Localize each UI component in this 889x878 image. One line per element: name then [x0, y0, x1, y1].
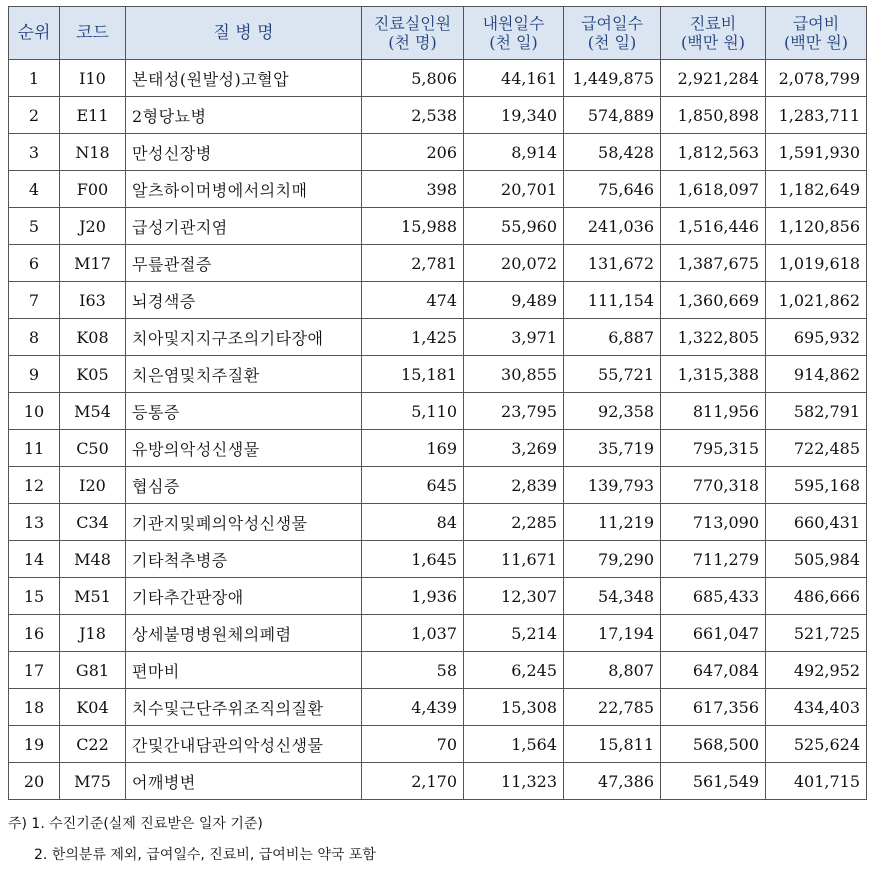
medical-cost-cell: 770,318: [661, 467, 766, 504]
rank-cell: 13: [9, 504, 60, 541]
patients-cell: 1,936: [362, 578, 464, 615]
disease-name-cell: 뇌경색증: [126, 282, 362, 319]
patients-cell: 15,181: [362, 356, 464, 393]
medical-cost-cell: 711,279: [661, 541, 766, 578]
medical-cost-cell: 2,921,284: [661, 60, 766, 97]
rank-cell: 3: [9, 134, 60, 171]
table-row: [9, 504, 867, 541]
benefit-cost-cell: 914,862: [766, 356, 867, 393]
medical-cost-cell: 685,433: [661, 578, 766, 615]
disease-name-cell: 기타척추병증: [126, 541, 362, 578]
benefit-days-cell: 92,358: [564, 393, 661, 430]
code-cell: J18: [60, 615, 126, 652]
patients-cell: 5,806: [362, 60, 464, 97]
hospital-days-cell: 8,914: [464, 134, 564, 171]
medical-cost-cell: 1,315,388: [661, 356, 766, 393]
benefit-cost-header-unit: (백만 원): [784, 33, 848, 52]
code-cell: C22: [60, 726, 126, 763]
header-row: [9, 7, 867, 60]
table-row: [9, 319, 867, 356]
hospital-days-cell: 12,307: [464, 578, 564, 615]
benefit-days-cell: 15,811: [564, 726, 661, 763]
patients-cell: 84: [362, 504, 464, 541]
medical-cost-cell: 713,090: [661, 504, 766, 541]
benefit-days-cell: 139,793: [564, 467, 661, 504]
hospital-days-cell: 11,671: [464, 541, 564, 578]
benefit-days-cell: 574,889: [564, 97, 661, 134]
rank-header: 순위: [9, 7, 60, 60]
disease-ranking-table: [8, 6, 867, 800]
patients-cell: 645: [362, 467, 464, 504]
table-row: [9, 430, 867, 467]
patients-cell: 206: [362, 134, 464, 171]
benefit-cost-cell: 722,485: [766, 430, 867, 467]
patients-header: [362, 7, 464, 60]
benefit-days-cell: 17,194: [564, 615, 661, 652]
benefit-days-cell: 111,154: [564, 282, 661, 319]
rank-cell: 6: [9, 245, 60, 282]
table-row: [9, 393, 867, 430]
medical-cost-header-label: 진료비: [689, 14, 737, 33]
medical-cost-cell: 568,500: [661, 726, 766, 763]
table-row: [9, 541, 867, 578]
code-cell: C50: [60, 430, 126, 467]
benefit-cost-cell: 595,168: [766, 467, 867, 504]
disease-name-cell: 등통증: [126, 393, 362, 430]
patients-header-label: 진료실인원: [373, 14, 452, 33]
patients-cell: 5,110: [362, 393, 464, 430]
medical-cost-cell: 1,850,898: [661, 97, 766, 134]
table-row: [9, 652, 867, 689]
benefit-days-cell: 79,290: [564, 541, 661, 578]
benefit-days-cell: 54,348: [564, 578, 661, 615]
benefit-cost-cell: 1,021,862: [766, 282, 867, 319]
table-row: [9, 208, 867, 245]
disease-name-cell: 상세불명병원체의폐렴: [126, 615, 362, 652]
table-row: [9, 134, 867, 171]
benefit-cost-cell: 582,791: [766, 393, 867, 430]
disease-name-cell: 만성신장병: [126, 134, 362, 171]
benefit-days-cell: 6,887: [564, 319, 661, 356]
benefit-cost-cell: 1,019,618: [766, 245, 867, 282]
medical-cost-cell: 795,315: [661, 430, 766, 467]
medical-cost-header-unit: (백만 원): [681, 33, 745, 52]
rank-cell: 7: [9, 282, 60, 319]
table-row: [9, 726, 867, 763]
disease-name-cell: 유방의악성신생물: [126, 430, 362, 467]
code-cell: M48: [60, 541, 126, 578]
table-row: [9, 356, 867, 393]
patients-cell: 2,781: [362, 245, 464, 282]
patients-cell: 1,037: [362, 615, 464, 652]
benefit-cost-header-label: 급여비: [792, 14, 840, 33]
table-row: [9, 282, 867, 319]
medical-cost-cell: 1,322,805: [661, 319, 766, 356]
disease-name-cell: 치아및지지구조의기타장애: [126, 319, 362, 356]
rank-cell: 11: [9, 430, 60, 467]
disease-name-cell: 간및간내담관의악성신생물: [126, 726, 362, 763]
patients-cell: 58: [362, 652, 464, 689]
benefit-days-cell: 58,428: [564, 134, 661, 171]
rank-cell: 9: [9, 356, 60, 393]
benefit-days-header: [564, 7, 661, 60]
code-cell: N18: [60, 134, 126, 171]
medical-cost-cell: 647,084: [661, 652, 766, 689]
hospital-days-cell: 5,214: [464, 615, 564, 652]
medical-cost-cell: 1,360,669: [661, 282, 766, 319]
rank-cell: 5: [9, 208, 60, 245]
medical-cost-cell: 617,356: [661, 689, 766, 726]
benefit-days-cell: 75,646: [564, 171, 661, 208]
benefit-days-cell: 1,449,875: [564, 60, 661, 97]
hospital-days-header-unit: (천 일): [489, 33, 538, 52]
rank-cell: 15: [9, 578, 60, 615]
hospital-days-cell: 6,245: [464, 652, 564, 689]
benefit-days-cell: 47,386: [564, 763, 661, 800]
benefit-cost-cell: 1,182,649: [766, 171, 867, 208]
hospital-days-cell: 2,839: [464, 467, 564, 504]
hospital-days-cell: 23,795: [464, 393, 564, 430]
code-cell: F00: [60, 171, 126, 208]
code-cell: I10: [60, 60, 126, 97]
benefit-days-header-label: 급여일수: [581, 14, 643, 33]
patients-cell: 15,988: [362, 208, 464, 245]
medical-cost-cell: 1,812,563: [661, 134, 766, 171]
hospital-days-cell: 19,340: [464, 97, 564, 134]
hospital-days-cell: 11,323: [464, 763, 564, 800]
rank-cell: 20: [9, 763, 60, 800]
benefit-days-cell: 22,785: [564, 689, 661, 726]
benefit-cost-cell: 695,932: [766, 319, 867, 356]
hospital-days-cell: 1,564: [464, 726, 564, 763]
rank-cell: 19: [9, 726, 60, 763]
hospital-days-cell: 55,960: [464, 208, 564, 245]
patients-cell: 1,425: [362, 319, 464, 356]
code-cell: M54: [60, 393, 126, 430]
disease-name-cell: 무릎관절증: [126, 245, 362, 282]
medical-cost-cell: 661,047: [661, 615, 766, 652]
benefit-cost-cell: 1,283,711: [766, 97, 867, 134]
disease-name-cell: 급성기관지염: [126, 208, 362, 245]
rank-cell: 8: [9, 319, 60, 356]
table-row: [9, 763, 867, 800]
medical-cost-cell: 1,516,446: [661, 208, 766, 245]
patients-header-unit: (천 명): [388, 33, 437, 52]
hospital-days-cell: 30,855: [464, 356, 564, 393]
disease-name-cell: 치수및근단주위조직의질환: [126, 689, 362, 726]
benefit-cost-cell: 1,591,930: [766, 134, 867, 171]
benefit-days-cell: 8,807: [564, 652, 661, 689]
disease-name-header: 질 병 명: [126, 7, 362, 60]
benefit-days-cell: 35,719: [564, 430, 661, 467]
code-cell: K08: [60, 319, 126, 356]
table-body: [9, 60, 867, 800]
benefit-cost-cell: 1,120,856: [766, 208, 867, 245]
rank-cell: 10: [9, 393, 60, 430]
benefit-days-header-unit: (천 일): [587, 33, 637, 52]
benefit-days-cell: 131,672: [564, 245, 661, 282]
code-cell: G81: [60, 652, 126, 689]
patients-cell: 4,439: [362, 689, 464, 726]
code-cell: K04: [60, 689, 126, 726]
hospital-days-cell: 9,489: [464, 282, 564, 319]
hospital-days-cell: 2,285: [464, 504, 564, 541]
code-cell: I63: [60, 282, 126, 319]
hospital-days-header-label: 내원일수: [482, 14, 545, 33]
patients-cell: 1,645: [362, 541, 464, 578]
code-cell: J20: [60, 208, 126, 245]
table-row: [9, 97, 867, 134]
disease-name-cell: 어깨병변: [126, 763, 362, 800]
disease-name-cell: 편마비: [126, 652, 362, 689]
table-row: [9, 245, 867, 282]
rank-cell: 12: [9, 467, 60, 504]
benefit-cost-cell: 2,078,799: [766, 60, 867, 97]
medical-cost-cell: 561,549: [661, 763, 766, 800]
rank-cell: 1: [9, 60, 60, 97]
benefit-cost-cell: 660,431: [766, 504, 867, 541]
benefit-cost-cell: 486,666: [766, 578, 867, 615]
footnote-2: 2. 한의분류 제외, 급여일수, 진료비, 급여비는 약국 포함: [34, 847, 376, 863]
disease-name-cell: 치은염및치주질환: [126, 356, 362, 393]
table-row: [9, 171, 867, 208]
patients-cell: 70: [362, 726, 464, 763]
patients-cell: 2,170: [362, 763, 464, 800]
code-cell: C34: [60, 504, 126, 541]
medical-cost-cell: 1,387,675: [661, 245, 766, 282]
benefit-cost-header: [766, 7, 867, 60]
benefit-cost-cell: 521,725: [766, 615, 867, 652]
benefit-cost-cell: 401,715: [766, 763, 867, 800]
patients-cell: 2,538: [362, 97, 464, 134]
patients-cell: 474: [362, 282, 464, 319]
code-header: 코드: [60, 7, 126, 60]
code-cell: E11: [60, 97, 126, 134]
disease-name-cell: 협심증: [126, 467, 362, 504]
rank-cell: 4: [9, 171, 60, 208]
code-cell: M51: [60, 578, 126, 615]
hospital-days-cell: 44,161: [464, 60, 564, 97]
table-row: [9, 689, 867, 726]
benefit-cost-cell: 505,984: [766, 541, 867, 578]
code-cell: K05: [60, 356, 126, 393]
disease-name-cell: 본태성(원발성)고혈압: [126, 60, 362, 97]
disease-name-cell: 기타추간판장애: [126, 578, 362, 615]
rank-cell: 18: [9, 689, 60, 726]
medical-cost-cell: 1,618,097: [661, 171, 766, 208]
rank-cell: 14: [9, 541, 60, 578]
hospital-days-cell: 15,308: [464, 689, 564, 726]
benefit-cost-cell: 434,403: [766, 689, 867, 726]
table-row: [9, 615, 867, 652]
benefit-days-cell: 241,036: [564, 208, 661, 245]
disease-name-cell: 2형당뇨병: [126, 97, 362, 134]
patients-cell: 398: [362, 171, 464, 208]
rank-cell: 17: [9, 652, 60, 689]
patients-cell: 169: [362, 430, 464, 467]
hospital-days-header: [464, 7, 564, 60]
medical-cost-header: [661, 7, 766, 60]
benefit-cost-cell: 525,624: [766, 726, 867, 763]
benefit-cost-cell: 492,952: [766, 652, 867, 689]
hospital-days-cell: 3,269: [464, 430, 564, 467]
footnote-1: 주) 1. 수진기준(실제 진료받은 일자 기준): [8, 816, 263, 832]
benefit-days-cell: 55,721: [564, 356, 661, 393]
code-cell: M75: [60, 763, 126, 800]
medical-cost-cell: 811,956: [661, 393, 766, 430]
disease-name-cell: 알츠하이머병에서의치매: [126, 171, 362, 208]
disease-name-cell: 기관지및폐의악성신생물: [126, 504, 362, 541]
table-row: [9, 467, 867, 504]
table-row: [9, 60, 867, 97]
code-cell: M17: [60, 245, 126, 282]
table-row: [9, 578, 867, 615]
hospital-days-cell: 20,701: [464, 171, 564, 208]
hospital-days-cell: 3,971: [464, 319, 564, 356]
benefit-days-cell: 11,219: [564, 504, 661, 541]
hospital-days-cell: 20,072: [464, 245, 564, 282]
rank-cell: 16: [9, 615, 60, 652]
code-cell: I20: [60, 467, 126, 504]
rank-cell: 2: [9, 97, 60, 134]
